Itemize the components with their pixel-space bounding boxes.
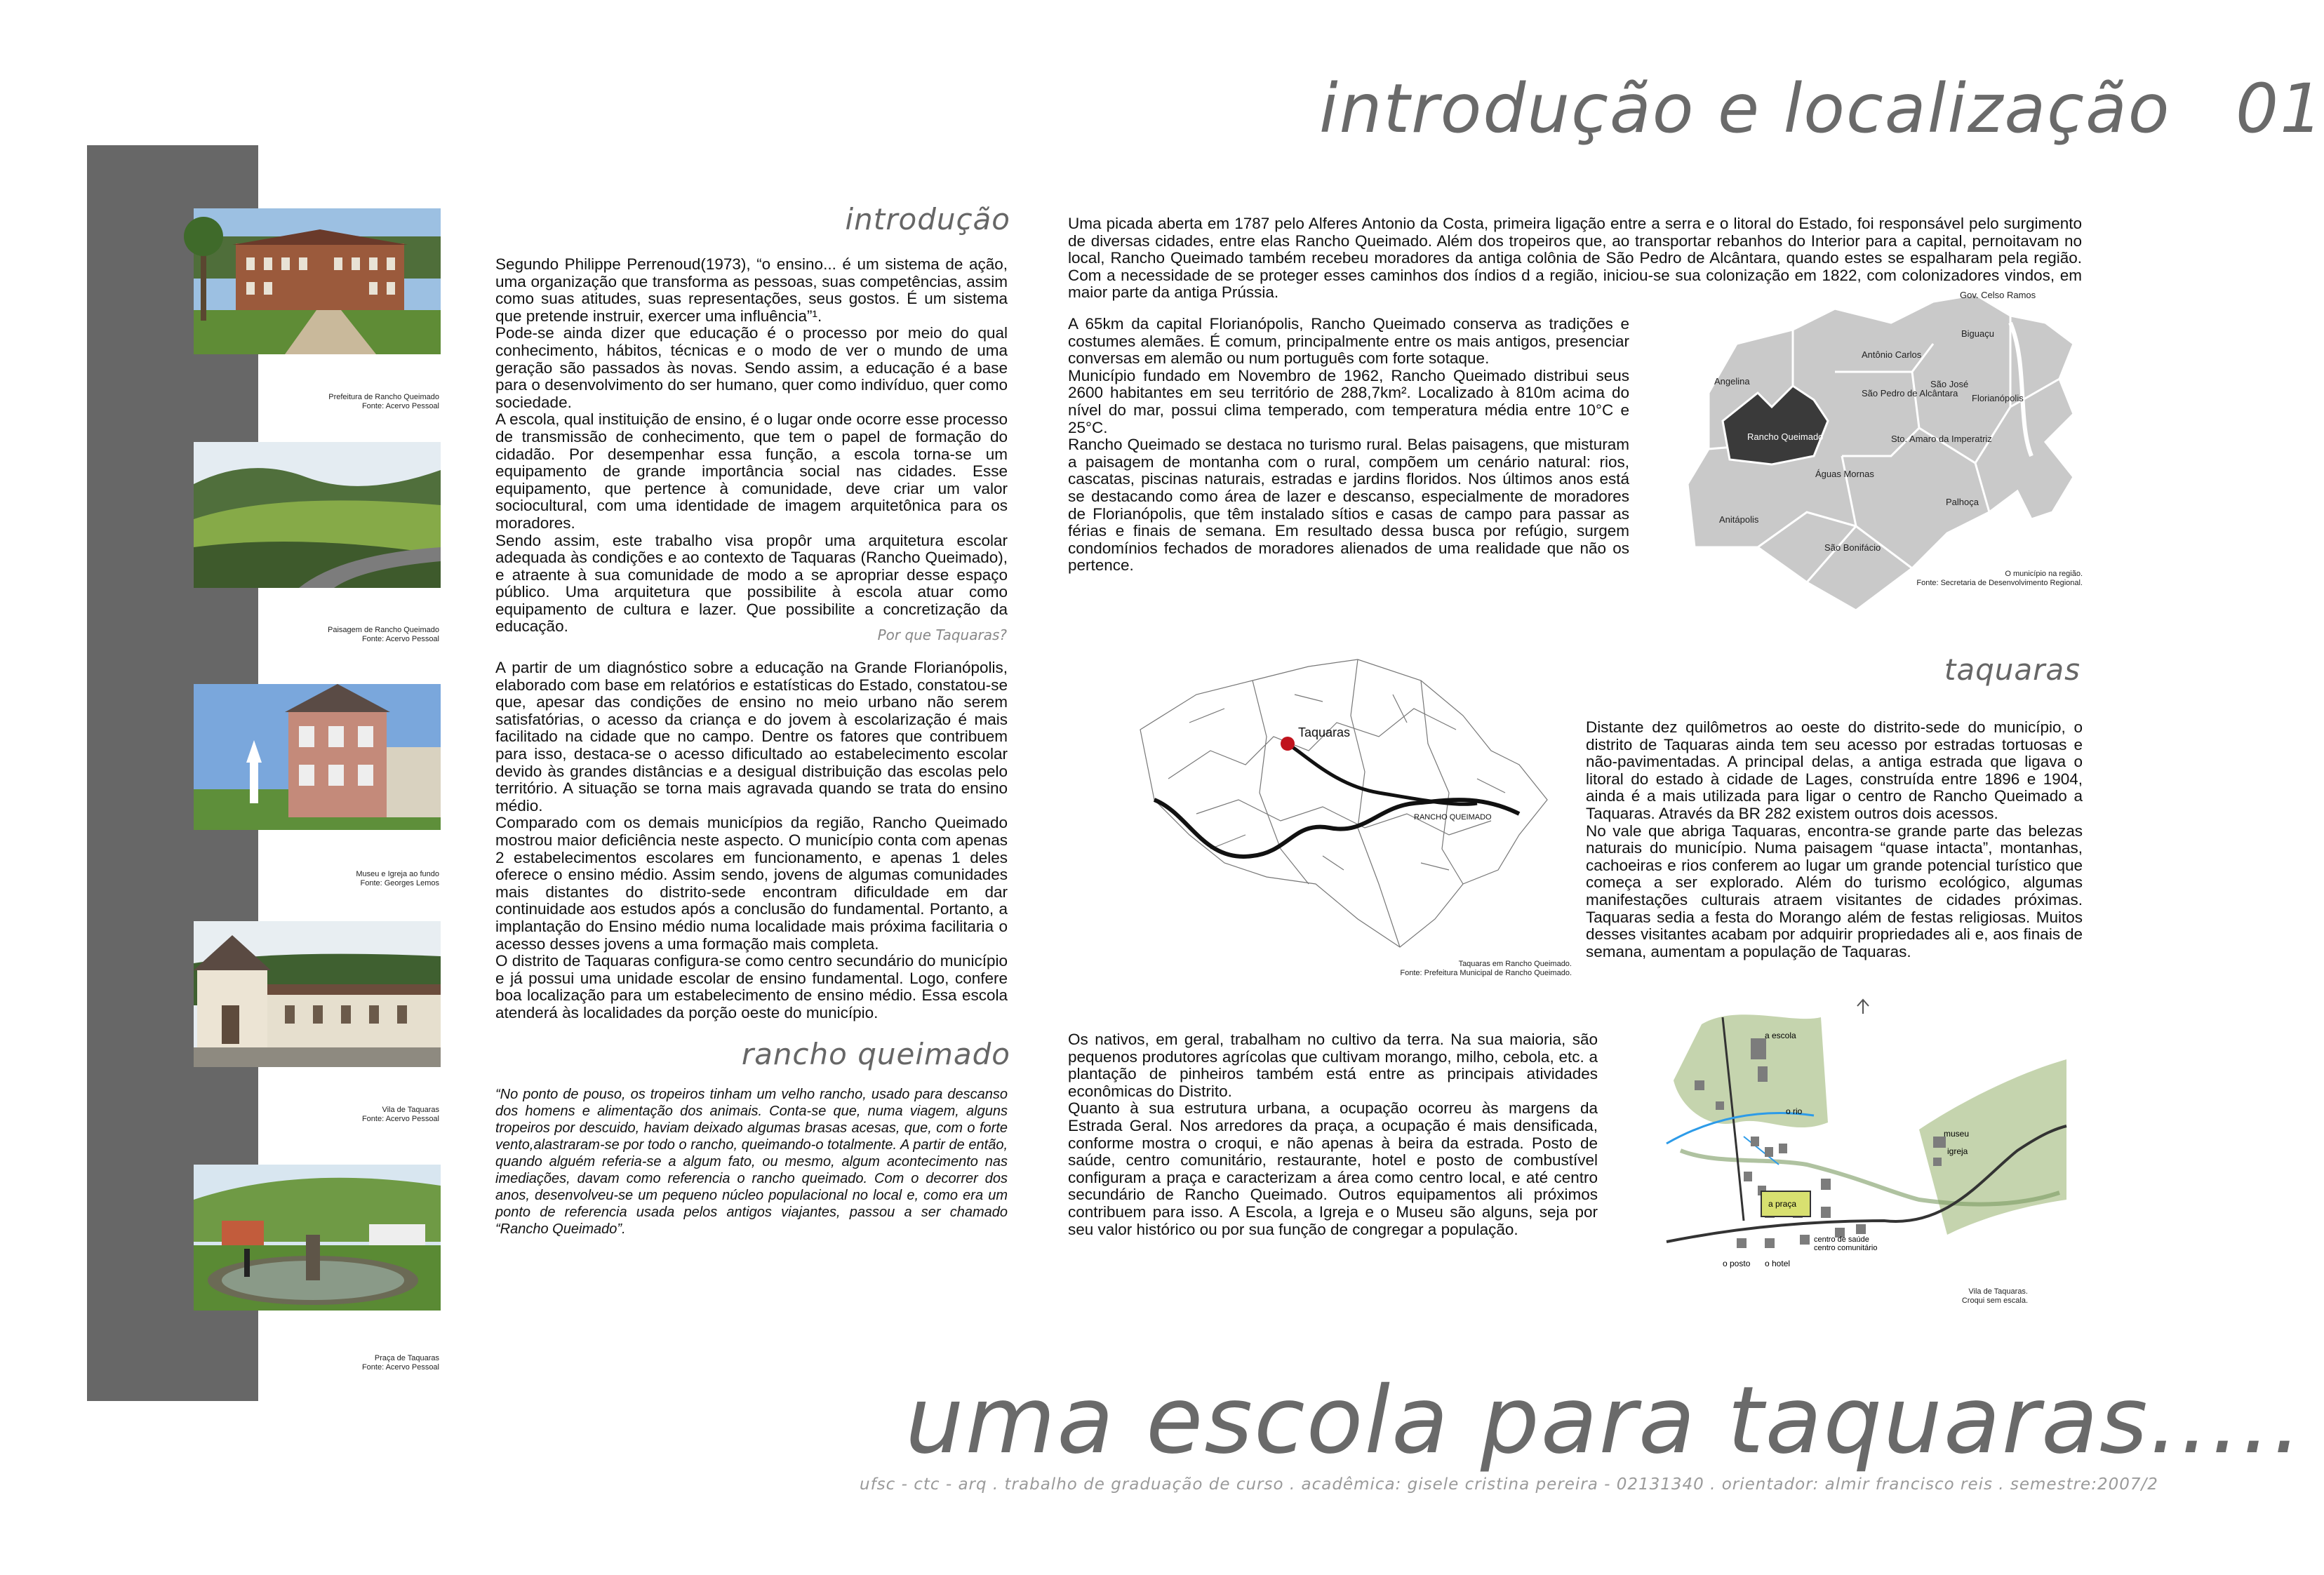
croqui-label: igreja [1947,1146,1968,1156]
photo-prefeitura [194,208,441,354]
text-nativos: Os nativos, em geral, trabalham no cultivo da terra. Na sua maioria, são pequenos produtores agrícolas que cultivam morango, milho, cebola, etc. a plantação de pinheiros também está entre as principais atividades econômicas do Distrito. Quanto à sua estrutura urbana, a ocupação ocorreu às margens da Estrada Geral. Nos arredores da praça, a ocupação é mais densificada, conforme mostra o croqui, e não apenas à beira da estrada. Posto de saúde, centro comunitário, restaurante, hotel e posto de combustível configuram a praça e caracterizam a área como centro local, e até centro secundário de Rancho Queimado. Outros equipamentos ali próximos contribuem para isso. A Escola, a Igreja e o Museu são alguns, seja por seu valor histórico ou por sua função de congregar a população. [1068,1031,1598,1238]
region-label: São José [1930,379,1969,389]
photo-vila [194,921,441,1067]
region-label: Palhoça [1946,497,1979,507]
footer-title: uma escola para taquaras..... [905,1367,2304,1475]
caption-line: O município na região. [2005,570,2083,578]
caption-source: Fonte: Prefeitura Municipal de Rancho Queimado. [1400,969,1572,977]
heading-introducao: introdução [845,202,1010,236]
caption-source: Fonte: Acervo Pessoal [361,402,439,410]
text-taquaras: Distante dez quilômetros ao oeste do distrito-sede do município, o distrito de Taquaras ainda tem seu acesso por estradas tortuosas e não-pavimentadas. A principal delas, a antiga estrada que ligava o litoral do estado à cidade de Lages, construída entre 1896 e 1904, ainda é a mais utilizada para ligar o centro de Rancho Queimado a Taquaras. Através da BR 282 existem outros dois acessos. No vale que abriga Taquaras, encontra-se grande parte das belezas naturais do município. Numa paisagem “quase intacta”, montanhas, cachoeiras e rios conferem ao lugar um grande potencial turístico que começa a ser explorado. Além do turismo ecológico, algumas manifestações culturais atraem visitantes de cidades próximas. Taquaras sedia a festa do Morango além de festas religiosas. Muitos desses visitantes acabam por adquirir propriedades ali e, aos finais de semana, aumentam a população de Taquaras. [1586,718,2083,960]
croqui-label: o hotel [1765,1259,1791,1268]
photo-caption [194,626,439,644]
croqui-label: centro comunitário [1814,1244,1878,1252]
page-title [1319,70,2324,147]
road-map-label: RANCHO QUEIMADO [1414,813,1492,822]
heading-por-que-taquaras: Por que Taquaras? [877,626,1007,643]
caption-line: Taquaras em Rancho Queimado. [1458,960,1572,968]
text-introducao: Segundo Philippe Perrenoud(1973), “o ensino... é um sistema de ação, uma organização que transforma as pessoas, suas competências, assim como suas atitudes, suas representações, seus gostos. É um sistema que pretende instruir, exercer uma influência”¹. Pode-se ainda dizer que educação é o processo por meio do qual conhecimento, hábitos, técnicas e o modo de ver o mundo de uma geração são passados às novas. Sendo assim, a educação é a base para o desenvolvimento do ser humano, quer como indivíduo, quer como sociedade. A escola, qual instituição de ensino, é o lugar onde ocorre esse processo de transmissão de conhecimento, que tem o papel de formação do cidadão. Por desempenhar essa função, a escola torna-se um equipamento de grande importância social nas cidades. Esse equipamento, que pertence à comunidade, deve criar um valor sociocultural, com uma identidade de imagem arquitetônica para os moradores. Sendo assim, este trabalho visa propôr uma arquitetura escolar adequada às condições e ao contexto de Taquaras (Rancho Queimado), e atraente à sua comunidade de modo a se apropriar desse espaço público. Uma arquitetura que possibilite à escola atuar como equipamento de cultura e lazer. Que possibilite a concretização da educação. [495,255,1008,636]
photo-museu [194,684,441,830]
photo-caption [194,393,439,411]
heading-rancho-queimado: rancho queimado [741,1037,1010,1071]
caption-source: Croqui sem escala. [1961,1296,2028,1305]
croqui-caption [1824,1287,2028,1306]
caption-source: Fonte: Acervo Pessoal [361,1115,439,1123]
photo-caption [194,1106,439,1124]
text-por-que-taquaras: A partir de um diagnóstico sobre a educação na Grande Florianópolis, elaborado com base em relatórios e estatísticas do Estado, constatou-se que, apesar das condições de ensino no meio urbano não serem satisfatórias, o acesso da criança e do jovem à escolarização é mais facilitado na cidade que no campo. Dentre os fatores que contribuem para isso, destaca-se o acesso dificultado ao estabelecimento escolar devido às grandes distâncias e a desigual distribuição das escolas pelo território. A situação se torna mais agravada quando se trata do ensino médio. Comparado com os demais municípios da região, Rancho Queimado mostrou maior deficiência neste aspecto. O município conta com apenas 2 estabelecimentos escolares em funcionamento, e apenas 1 deles oferece o ensino médio. Assim sendo, jovens de algumas comunidades mais distantes do distrito-sede encontram dificuldade em dar continuidade aos estudos após a conclusão do fundamental. Portanto, a implantação do Ensino médio numa localidade mais próxima facilitaria o acesso desses jovens a uma formação mais completa. O distrito de Taquaras configura-se como centro secundário do município e já possui uma unidade escolar de ensino fundamental. Logo, confere boa localização para um estabelecimento de ensino médio. Essa escola atenderá às localidades da porção oeste do município. [495,659,1008,1021]
page-number: 01 [2236,69,2324,148]
text-historia: Uma picada aberta em 1787 pelo Alferes Antonio da Costa, primeira ligação entre a serra e o litoral do Estado, foi responsável pelo surgimento de diversas cidades, entre elas Rancho Queimado. Além dos tropeiros que, ao transportar rebanhos do Interior para a capital, pernoitavam no local, Rancho Queimado também recebeu moradores da antiga colônia de São Pedro de Alcântara, quando estes se espalharam pela região. Com a necessidade de se proteger esses caminhos dos índios d a região, iniciou-se sua colonização em 1822, com colonizadores vindos, em maior parte da antiga Prússia. [1068,215,2082,302]
region-label: São Bonifácio [1824,542,1881,553]
footer-credits: ufsc - ctc - arq . trabalho de graduação de curso . acadêmica: gisele cristina pereira - 02131340 . orientador: almir francisco reis . semestre:2007/2 [860,1475,2158,1494]
caption-line: Museu e Igreja ao fundo [356,870,439,878]
road-map [1126,652,1561,961]
region-label: Águas Mornas [1815,469,1874,479]
road-map-caption [1263,960,1572,978]
region-label: Antônio Carlos [1862,349,1922,360]
croqui-label: centro de saúde [1814,1235,1869,1244]
road-map-label: Taquaras [1298,725,1351,739]
region-label: Florianópolis [1972,393,2024,403]
region-label: Rancho Queimado [1747,431,1824,442]
region-label: Biguaçu [1961,328,1994,339]
heading-taquaras: taquaras [1944,652,2081,687]
croqui-label: o posto [1723,1259,1751,1268]
region-label: Sto. Amaro da Imperatriz [1891,434,1992,444]
croqui-sketch [1652,996,2073,1284]
caption-source: Fonte: Acervo Pessoal [361,635,439,643]
caption-line: Vila de Taquaras [382,1106,439,1114]
caption-line: Praça de Taquaras [374,1354,439,1362]
caption-source: Fonte: Acervo Pessoal [361,1363,439,1372]
croqui-label: museu [1944,1129,1970,1139]
caption-source: Fonte: Secretaria de Desenvolvimento Regional. [1916,579,2083,587]
caption-line: Prefeitura de Rancho Queimado [328,393,439,401]
text-rancho-queimado: “No ponto de pouso, os tropeiros tinham um velho rancho, usado para descanso dos homens e alimentação dos animais. Conta-se que, numa viagem, alguns tropeiros por descuido, haviam deixado algumas brasas acesas, que, com o forte vento,alastraram-se por todo o rancho, queimando-o totalmente. A partir de então, quando alguém referia-se a algum fato, ou mesmo, algum acontecimento nas imediações, davam como referencia o rancho queimado. Com o decorrer dos anos, desenvolveu-se um pequeno núcleo populacional no local e, como era um ponto de referencia usada pelos antigos viajantes, passou a ser chamado “Rancho Queimado”. [495,1087,1008,1237]
region-label: Angelina [1714,376,1750,387]
region-map [1681,281,2088,617]
photo-praca [194,1165,441,1311]
region-map-caption [1824,570,2083,588]
croqui-label: o rio [1786,1106,1803,1116]
photo-paisagem [194,442,441,588]
croqui-label: a praça [1768,1199,1797,1209]
region-label: Gov. Celso Ramos [1960,290,2036,300]
region-label: Anitápolis [1719,514,1759,525]
caption-line: Paisagem de Rancho Queimado [328,626,439,634]
photo-caption [194,1354,439,1372]
region-label: São Pedro de Alcântara [1862,388,1958,398]
text-rancho-turismo: A 65km da capital Florianópolis, Rancho Queimado conserva as tradições e costumes alemães. É comum, principalmente entre os mais antigos, presenciar conversas em alemão ou num português com forte sotaque. Município fundado em Novembro de 1962, Rancho Queimado distribui seus 2600 habitantes em seu território de 288,7km². Localizado à 810m acima do nível do mar, possui clima temperado, com temperatura média entre 10°C e 25°C. Rancho Queimado se destaca no turismo rural. Belas paisagens, que misturam a paisagem de montanha com o rural, compõem um cenário natural: rios, cascatas, piscinas naturais, estradas e jardins floridos. Nos últimos anos está se destacando como área de lazer e descanso, especialmente de moradores de Florianópolis, que têm instalado sítios e casas de campo para passar as férias e finais de semana. Em resultado dessa busca por refúgio, surgem condomínios fechados de moradores alienados de uma realidade que não os pertence. [1068,315,1629,575]
photo-caption [194,870,439,888]
croqui-label: a escola [1765,1031,1796,1040]
page-title-text: introdução e localização [1319,69,2171,148]
caption-source: Fonte: Georges Lemos [360,879,439,887]
caption-line: Vila de Taquaras. [1968,1287,2028,1296]
